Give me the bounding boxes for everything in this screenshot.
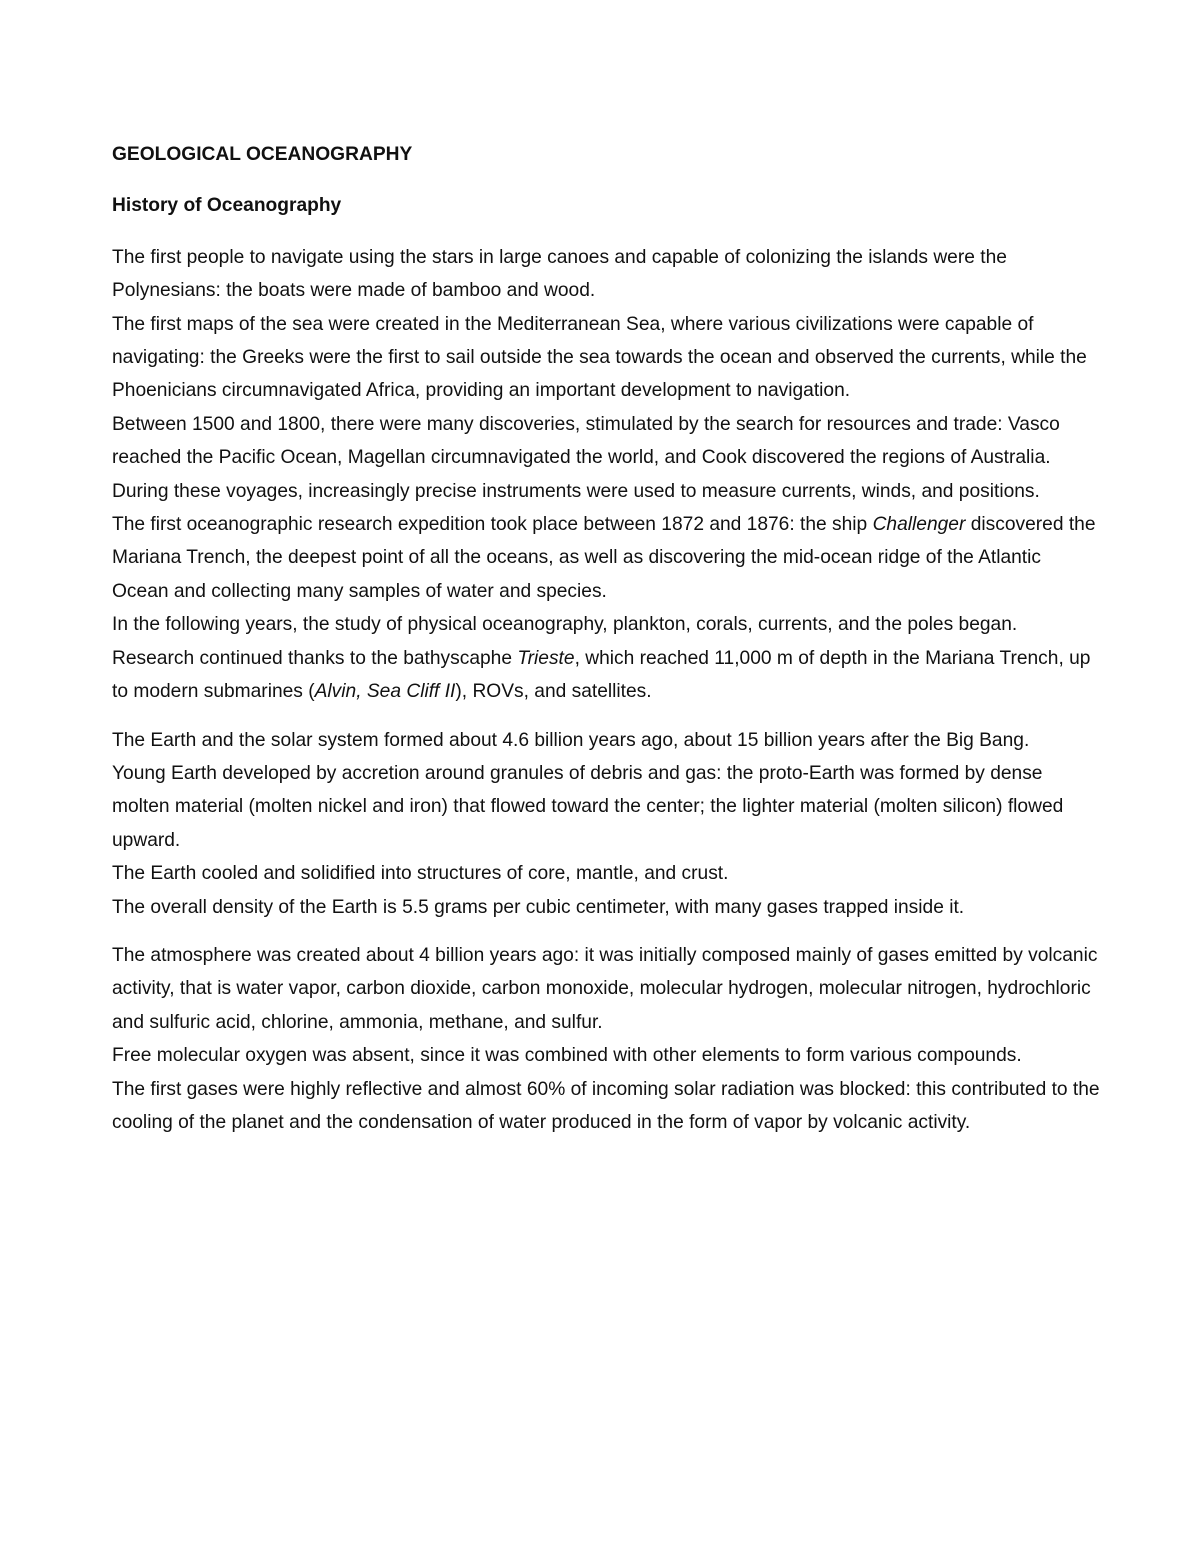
- document-title: GEOLOGICAL OCEANOGRAPHY: [112, 144, 413, 165]
- section-title: History of Oceanography: [112, 195, 342, 217]
- paragraph-accretion: Young Earth developed by accretion around granules of debris and gas: the proto-Earth was formed by dense molten material (molten nickel and iron) that flowed toward the center; the lighter material (molten silicon) flowed upward.: [112, 762, 1064, 851]
- paragraph-polynesians: The first people to navigate using the stars in large canoes and capable of colonizing the islands were the Polynesians: the boats were made of bamboo and wood.: [112, 246, 1007, 302]
- bathyscaphe-name-italic: Trieste: [517, 647, 575, 669]
- paragraph-oxygen: Free molecular oxygen was absent, since it was combined with other elements to form various compounds.: [112, 1045, 1022, 1067]
- paragraph-instruments: During these voyages, increasingly precise instruments were used to measure currents, winds, and positions.: [112, 480, 1040, 502]
- paragraph-following-years: [112, 608, 1102, 708]
- text-run: ), ROVs, and satellites.: [455, 681, 652, 703]
- paragraph-challenger: [112, 508, 1102, 608]
- paragraph-group-earth-formation: [112, 724, 1102, 924]
- paragraph-mediterranean: The first maps of the sea were created in the Mediterranean Sea, where various civilizations were capable of navigating: the Greeks were the first to sail outside the sea towards the ocean and observed the currents, while the Phoenicians circumnavigated Africa, providing an important development to navigation.: [112, 313, 1087, 402]
- paragraph-discoveries: Between 1500 and 1800, there were many discoveries, stimulated by the search for resources and trade: Vasco reached the Pacific Ocean, Magellan circumnavigated the world, and Cook discovered the regions of Australia.: [112, 413, 1060, 469]
- text-run: The first oceanographic research expedition took place between 1872 and 1876: the ship: [112, 514, 873, 536]
- paragraph-density: The overall density of the Earth is 5.5 grams per cubic centimeter, with many gases trapped inside it.: [112, 896, 965, 918]
- paragraph-cooling: The Earth cooled and solidified into structures of core, mantle, and crust.: [112, 863, 729, 885]
- paragraph-earth-formed: The Earth and the solar system formed about 4.6 billion years ago, about 15 billion years after the Big Bang.: [112, 729, 1030, 751]
- text-run: discovered the Mariana Trench, the deepest point of all the oceans, as well as discovering the mid-ocean ridge of the Atlantic Ocean and collecting many samples of water and species.: [112, 514, 1096, 602]
- paragraph-atmosphere: The atmosphere was created about 4 billion years ago: it was initially composed mainly of gases emitted by volcanic activity, that is water vapor, carbon dioxide, carbon monoxide, molecular hydrogen, molecular nitrogen, hydrochloric and sulfuric acid, chlorine, ammonia, methane, and sulfur.: [112, 944, 1098, 1033]
- text-run: In the following years, the study of physical oceanography, plankton, corals, currents, and the poles began. Research continued thanks to the bathyscaphe: [112, 614, 1018, 669]
- text-run: , which reached 11,000 m of depth in the Mariana Trench, up to modern submarines (: [112, 647, 1091, 703]
- document-page: [112, 138, 1102, 1154]
- submarine-names-italic: Alvin, Sea Cliff II: [314, 681, 456, 703]
- ship-name-italic: Challenger: [872, 514, 966, 536]
- paragraph-reflective-gases: The first gases were highly reflective and almost 60% of incoming solar radiation was blocked: this contributed to the cooling of the planet and the condensation of water produced in the form of vapor by volcanic activity.: [112, 1078, 1100, 1133]
- paragraph-group-atmosphere: [112, 939, 1102, 1139]
- paragraph-group-history: [112, 241, 1102, 709]
